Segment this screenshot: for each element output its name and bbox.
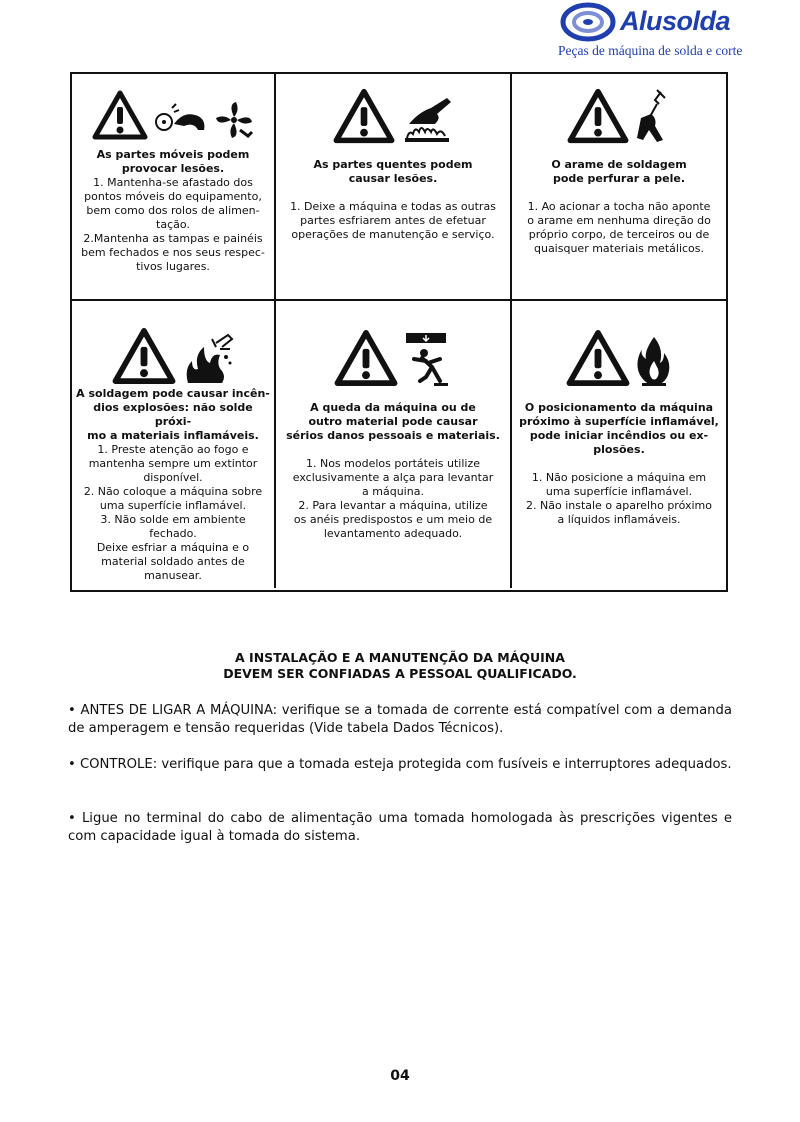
warning-text: exclusivamente a alça para levantar — [292, 471, 494, 484]
warning-text: disponível. — [143, 471, 203, 484]
fan-blade-hand-icon — [214, 100, 254, 140]
warning-text: tivos lugares. — [136, 260, 210, 273]
warning-icons — [566, 329, 672, 387]
warning-text: 1. Deixe a máquina e todas as outras — [290, 200, 496, 213]
warning-text: 1. Mantenha-se afastado dos — [93, 176, 253, 189]
warning-title: sérios danos pessoais e materiais. — [286, 429, 500, 442]
warning-icons — [333, 88, 453, 144]
warning-text: tação. — [156, 218, 190, 231]
warning-text: 1. Preste atenção ao fogo e — [97, 443, 249, 456]
falling-object-person-icon — [404, 331, 452, 387]
warning-text: 2.Mantenha as tampas e painéis — [83, 232, 263, 245]
brand-tagline: Peças de máquina de solda e corte — [558, 43, 743, 58]
section-heading — [70, 650, 730, 682]
warning-title: outro material pode causar — [308, 415, 478, 428]
warning-text: pontos móveis do equipamento, — [84, 190, 262, 203]
brand-name: Alusolda — [620, 6, 731, 36]
warning-title: plosões. — [593, 443, 645, 456]
warning-icons — [112, 327, 234, 385]
warning-title: dios explosões: não solde próxi- — [93, 401, 253, 428]
warning-hot-parts — [276, 74, 512, 301]
flame-icon — [636, 335, 672, 387]
warning-title: A queda da máquina ou de — [310, 401, 476, 414]
warning-fire-explosion — [72, 301, 276, 588]
warning-title: As partes quentes podem — [313, 158, 473, 171]
paragraph-before-powering: • ANTES DE LIGAR A MÁQUINA: verifique se a tomada de corrente está compatível com a demanda de amperagem e tensão requeridas (Vide tabela Dados Técnicos). — [68, 703, 732, 736]
warning-text: fechado. — [149, 527, 197, 540]
warning-title: causar lesões. — [348, 172, 438, 185]
warning-icons — [334, 329, 452, 387]
safety-warnings-table — [70, 72, 728, 592]
warning-text: 3. Não solde em ambiente — [100, 513, 246, 526]
warning-text: uma superfície inflamável. — [545, 485, 693, 498]
warning-flammable-surface — [512, 301, 726, 588]
warning-text: partes esfriarem antes de efetuar — [300, 214, 486, 227]
warning-text: os anéis predispostos e um meio de — [293, 513, 493, 526]
warning-title: pode perfurar a pele. — [552, 172, 686, 185]
warning-title: A soldagem pode causar incên- — [76, 387, 270, 400]
warning-text: o arame em nenhuma direção do — [527, 214, 711, 227]
warning-triangle-icon — [567, 88, 629, 144]
paragraph-power-outlet: • Ligue no terminal do cabo de alimentação uma tomada homologada às prescrições vigentes e com capacidade igual à tomada do sistema. — [68, 811, 732, 844]
warning-text: material soldado antes de — [101, 555, 245, 568]
warning-triangle-icon — [334, 329, 398, 387]
warning-text: mantenha sempre um extintor — [88, 457, 258, 470]
warning-text: levantamento adequado. — [323, 527, 463, 540]
warning-text: uma superfície inflamável. — [99, 499, 247, 512]
warning-text: 1. Nos modelos portáteis utilize — [305, 457, 481, 470]
warning-text: 2. Não instale o aparelho próximo — [526, 499, 712, 512]
warning-moving-parts — [72, 74, 276, 301]
warning-title: O arame de soldagem — [551, 158, 687, 171]
hand-in-rollers-icon — [154, 100, 208, 140]
brand-logo — [558, 2, 743, 64]
warning-text: 1. Ao acionar a tocha não aponte — [527, 200, 711, 213]
warning-title: mo a materiais inflamáveis. — [87, 429, 259, 442]
warning-falling-machine — [276, 301, 512, 588]
warning-triangle-icon — [566, 329, 630, 387]
warning-text: a máquina. — [362, 485, 424, 498]
warning-text: bem fechados e nos seus respec- — [81, 246, 265, 259]
warning-text: bem como dos rolos de alimen- — [86, 204, 260, 217]
explosion-fire-icon — [182, 333, 234, 385]
warning-icons — [92, 90, 254, 140]
warning-title: próximo à superfície inflamável, — [519, 415, 719, 428]
warning-triangle-icon — [333, 88, 395, 144]
warning-text: quaisquer materiais metálicos. — [533, 242, 705, 255]
warning-title: pode iniciar incêndios ou ex- — [529, 429, 709, 442]
warning-text: operações de manutenção e serviço. — [291, 228, 495, 241]
warning-icons — [567, 88, 671, 144]
wire-piercing-hand-icon — [635, 88, 671, 144]
warning-title: As partes móveis podem — [96, 148, 250, 161]
paragraph-control: • CONTROLE: verifique para que a tomada esteja protegida com fusíveis e interruptores adequados. — [68, 757, 732, 772]
warning-text: Deixe esfriar a máquina e o — [96, 541, 250, 554]
warning-welding-wire — [512, 74, 726, 301]
warning-text: a líquidos inflamáveis. — [557, 513, 681, 526]
warning-title: provocar lesões. — [121, 162, 225, 175]
page-number: 04 — [390, 1068, 410, 1084]
section-heading-line: A INSTALAÇÃO E A MANUTENÇÃO DA MÁQUINA — [235, 650, 565, 665]
warning-text: próprio corpo, de terceiros ou de — [528, 228, 710, 241]
warning-triangle-icon — [92, 90, 148, 140]
warning-text: manusear. — [144, 569, 202, 582]
warning-text: 1. Não posicione a máquina em — [531, 471, 707, 484]
warning-title: O posicionamento da máquina — [524, 401, 714, 414]
warning-triangle-icon — [112, 327, 176, 385]
section-heading-line: DEVEM SER CONFIADAS A PESSOAL QUALIFICADO. — [223, 666, 577, 681]
alusolda-swirl-icon — [560, 2, 622, 46]
warning-text: 2. Não coloque a máquina sobre — [83, 485, 263, 498]
hot-surface-hand-icon — [401, 94, 453, 144]
warning-text: 2. Para levantar a máquina, utilize — [298, 499, 488, 512]
